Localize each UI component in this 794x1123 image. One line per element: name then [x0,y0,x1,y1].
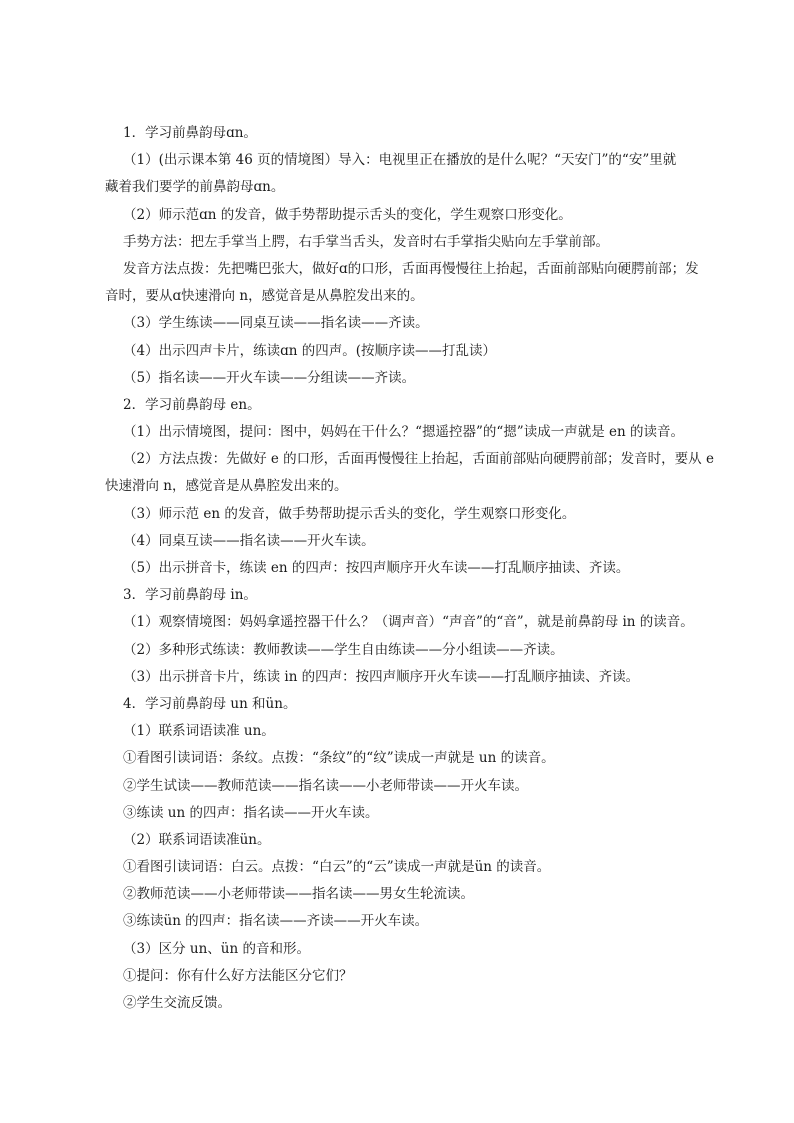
text-line: 2．学习前鼻韵母 en。 [123,396,261,413]
text-line: 发音方法点拨：先把嘴巴张大，做好ɑ的口形，舌面再慢慢往上抬起，舌面前部贴向硬腭前部；发 [123,260,699,277]
text-line: （4）出示四声卡片，练读ɑn 的四声。(按顺序读——打乱读） [123,342,496,359]
text-line: （2）方法点拨：先做好 e 的口形，舌面再慢慢往上抬起，舌面前部贴向硬腭前部；发音时，要从 e [123,451,714,468]
text-line: 音时，要从ɑ快速滑向 n，感觉音是从鼻腔发出来的。 [105,288,424,305]
text-line: （3）师示范 en 的发音，做手势帮助提示舌头的变化，学生观察口形变化。 [123,505,576,522]
text-line: ②教师范读——小老师带读——指名读——男女生轮流读。 [123,886,474,903]
text-line: （1）观察情境图：妈妈拿遥控器干什么？（调声音）“声音”的“音”，就是前鼻韵母 in 的读音。 [123,614,694,631]
text-line: （1）(出示课本第 46 页的情境图）导入：电视里正在播放的是什么呢？“天安门”的“安”里就 [123,152,677,169]
text-line: 快速滑向 n，感觉音是从鼻腔发出来的。 [105,478,348,495]
text-line: 藏着我们要学的前鼻韵母ɑn。 [105,179,285,196]
text-line: 1．学习前鼻韵母ɑn。 [123,125,257,141]
text-line: ①看图引读词语：白云。点拨：“白云”的“云”读成一声就是ün 的读音。 [123,859,551,876]
text-line: ①看图引读词语：条纹。点拨：“条纹”的“纹”读成一声就是 un 的读音。 [123,750,555,767]
text-line: （1）出示情境图，提问：图中，妈妈在干什么？“摁遥控器”的“摁”读成一声就是 en 的读音。 [123,424,684,441]
text-line: 3．学习前鼻韵母 in。 [123,587,257,604]
text-line: ①提问：你有什么好方法能区分它们？ [123,967,353,984]
text-line: （3）出示拼音卡片，练读 in 的四声：按四声顺序开火车读——打乱顺序抽读、齐读。 [123,668,640,685]
text-line: （3）学生练读——同桌互读——指名读——齐读。 [123,315,429,332]
text-line: （5）指名读——开火车读——分组读——齐读。 [123,369,416,386]
text-line: （2）师示范ɑn 的发音，做手势帮助提示舌头的变化，学生观察口形变化。 [123,206,572,223]
text-line: 手势方法：把左手掌当上腭，右手掌当舌头，发音时右手掌指尖贴向左手掌前部。 [123,233,609,250]
text-line: （1）联系词语读准 un。 [123,723,275,740]
text-line: ②学生试读——教师范读——指名读——小老师带读——开火车读。 [123,777,528,794]
text-line: （2）联系词语读准ün。 [123,831,271,848]
text-line: ②学生交流反馈。 [123,995,231,1011]
document-body [105,120,727,1017]
text-line: （5）出示拼音卡，练读 en 的四声：按四声顺序开火车读——打乱顺序抽读、齐读。 [123,560,630,576]
text-line: （3）区分 un、ün 的音和形。 [123,940,310,957]
text-line: （2）多种形式练读：教师教读——学生自由练读——分小组读——齐读。 [123,641,564,658]
text-line: ③练读 un 的四声：指名读——开火车读。 [123,804,379,821]
text-line: ③练读ün 的四声：指名读——齐读——开火车读。 [123,913,429,930]
text-line: 4．学习前鼻韵母 un 和ün。 [123,695,297,712]
text-line: （4）同桌互读——指名读——开火车读。 [123,532,375,549]
